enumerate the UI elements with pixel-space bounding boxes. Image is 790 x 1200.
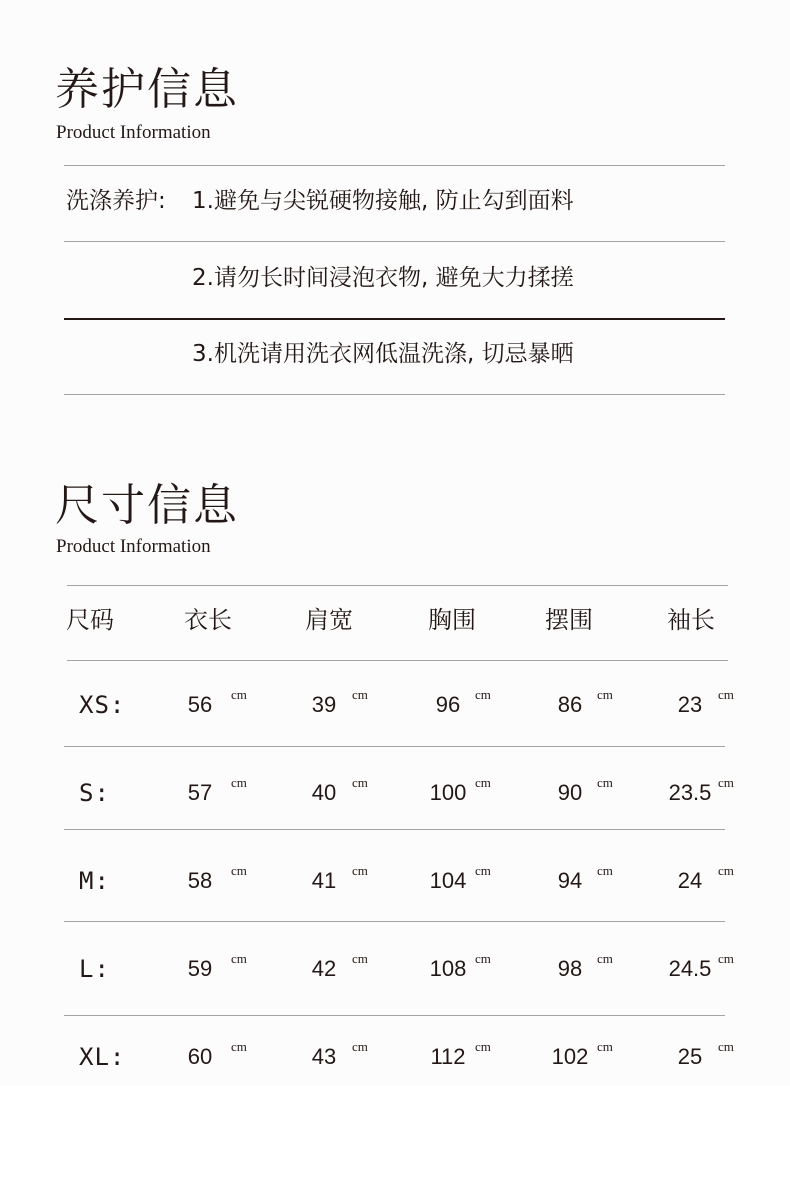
unit-label: cm [231, 775, 247, 790]
divider [64, 241, 725, 242]
size-subtitle: Product Information [56, 536, 211, 557]
unit-label: cm [597, 775, 613, 790]
unit-label: cm [475, 775, 491, 790]
measurement-value: 108 [429, 956, 467, 981]
header-sleeve: 袖长 [667, 606, 715, 634]
measurement-value: 112 [430, 1044, 466, 1069]
header-chest: 胸围 [428, 606, 476, 634]
measurement-value: 23 [677, 692, 703, 717]
unit-label: cm [475, 687, 491, 702]
row-divider [64, 921, 725, 922]
care-subtitle: Product Information [56, 122, 211, 143]
care-item: 3.机洗请用洗衣网低温洗涤, 切忌暴晒 [192, 341, 574, 367]
row-divider [64, 746, 725, 747]
measurement-value: 41 [311, 868, 337, 893]
measurement-value: 100 [429, 780, 467, 805]
row-divider [64, 1015, 725, 1016]
measurement-value: 102 [551, 1044, 589, 1069]
header-divider [67, 660, 728, 661]
measurement-value: 42 [311, 956, 337, 981]
divider [64, 318, 725, 320]
unit-label: cm [597, 951, 613, 966]
unit-label: cm [718, 863, 734, 878]
size-label: L: [79, 955, 110, 983]
measurement-value: 24 [677, 868, 703, 893]
unit-label: cm [718, 1039, 734, 1054]
header-shoulder: 肩宽 [305, 606, 353, 634]
measurement-value: 57 [187, 780, 213, 805]
divider [64, 394, 725, 395]
measurement-value: 60 [187, 1044, 213, 1069]
size-label: S: [79, 779, 110, 807]
measurement-value: 40 [311, 780, 337, 805]
size-label: XS: [79, 691, 126, 719]
care-item: 2.请勿长时间浸泡衣物, 避免大力揉搓 [192, 265, 574, 291]
size-label: XL: [79, 1043, 126, 1071]
measurement-value: 24.5 [668, 956, 712, 981]
measurement-value: 59 [187, 956, 213, 981]
unit-label: cm [718, 951, 734, 966]
unit-label: cm [475, 863, 491, 878]
measurement-value: 43 [311, 1044, 337, 1069]
unit-label: cm [231, 687, 247, 702]
divider [64, 165, 725, 166]
care-item: 1.避免与尖锐硬物接触, 防止勾到面料 [192, 188, 574, 214]
size-title: 尺寸信息 [55, 480, 239, 531]
unit-label: cm [597, 863, 613, 878]
measurement-value: 39 [311, 692, 337, 717]
header-size: 尺码 [66, 606, 114, 634]
unit-label: cm [352, 775, 368, 790]
unit-label: cm [597, 687, 613, 702]
measurement-value: 90 [557, 780, 583, 805]
unit-label: cm [231, 951, 247, 966]
measurement-value: 25 [677, 1044, 703, 1069]
unit-label: cm [718, 687, 734, 702]
row-divider [64, 829, 725, 830]
unit-label: cm [352, 951, 368, 966]
header-length: 衣长 [184, 606, 232, 634]
care-label: 洗涤养护: [66, 188, 166, 214]
unit-label: cm [597, 1039, 613, 1054]
unit-label: cm [231, 863, 247, 878]
measurement-value: 58 [187, 868, 213, 893]
measurement-value: 104 [429, 868, 467, 893]
measurement-value: 94 [557, 868, 583, 893]
measurement-value: 96 [435, 692, 461, 717]
unit-label: cm [352, 863, 368, 878]
size-label: M: [79, 867, 110, 895]
measurement-value: 56 [187, 692, 213, 717]
measurement-value: 86 [557, 692, 583, 717]
measurement-value: 23.5 [668, 780, 712, 805]
measurement-value: 98 [557, 956, 583, 981]
header-hem: 摆围 [545, 606, 593, 634]
unit-label: cm [475, 1039, 491, 1054]
care-title: 养护信息 [55, 64, 239, 115]
table-top-border [67, 585, 728, 586]
unit-label: cm [718, 775, 734, 790]
unit-label: cm [352, 687, 368, 702]
unit-label: cm [475, 951, 491, 966]
unit-label: cm [231, 1039, 247, 1054]
unit-label: cm [352, 1039, 368, 1054]
